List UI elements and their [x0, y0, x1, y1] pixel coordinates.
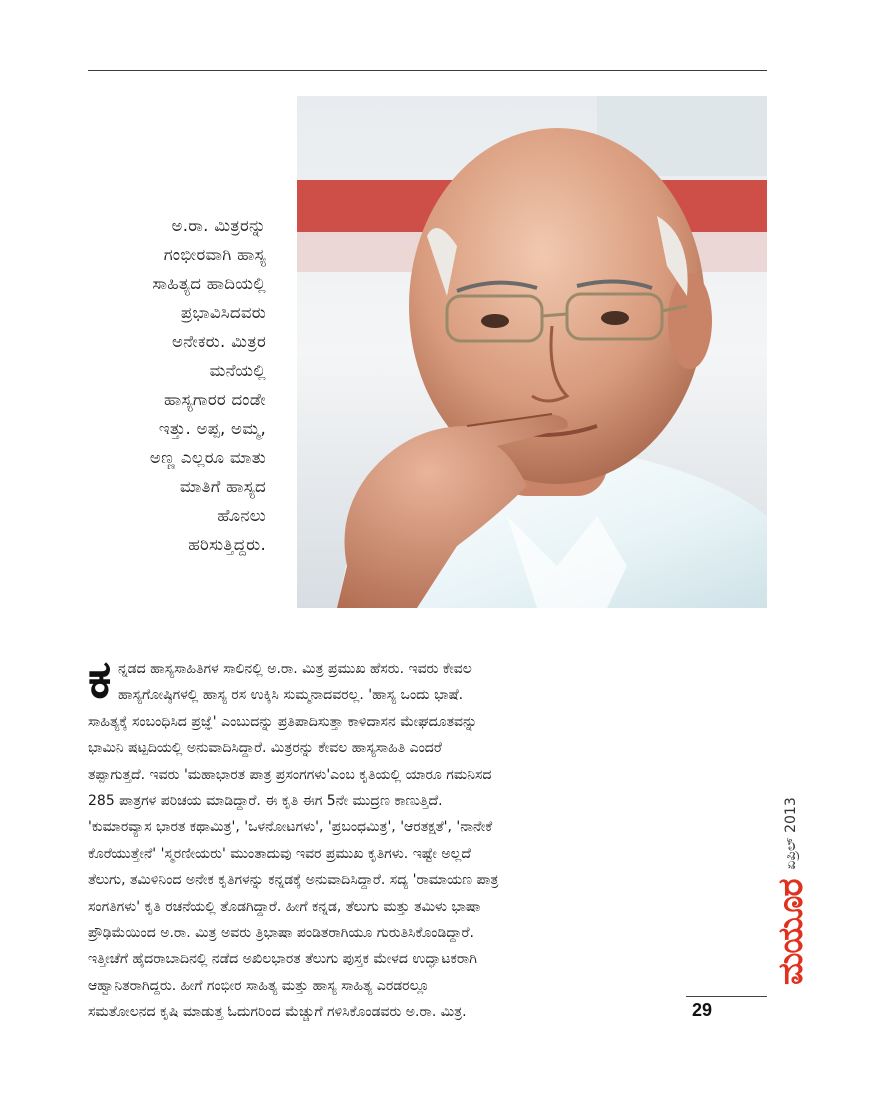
article-line: ತಪ್ಪಾಗುತ್ತದೆ. ಇವರು 'ಮಹಾಭಾರತ ಪಾತ್ರ ಪ್ರಸಂಗಗಳು'ಎಂಬ ಕೃತಿಯಲ್ಲಿ ಯಾರೂ ಗಮನಿಸದ — [88, 766, 492, 783]
article-line: ಆಹ್ವಾನಿತರಾಗಿದ್ದರು. ಹೀಗೆ ಗಂಭೀರ ಸಾಹಿತ್ಯ ಮತ್ತು ಹಾಸ್ಯ ಸಾಹಿತ್ಯ ಎರಡರಲ್ಲೂ — [88, 977, 430, 994]
article-line: ಸಂಗತಿಗಳು' ಕೃತಿ ರಚನೆಯಲ್ಲಿ ತೊಡಗಿದ್ದಾರೆ. ಹೀಗೆ ಕನ್ನಡ, ತೆಲುಗು ಮತ್ತು ತಮಿಳು ಭಾಷಾ — [88, 898, 481, 915]
pull-quote-line: ಸಾಹಿತ್ಯದ ಹಾದಿಯಲ್ಲಿ — [152, 274, 266, 293]
pull-quote-line: ಮಾತಿಗೆ ಹಾಸ್ಯದ — [179, 477, 266, 496]
pull-quote-line: ಅನೇಕರು. ಮಿತ್ರರ — [172, 332, 266, 351]
magazine-brand: ಮಯೂರ — [771, 879, 811, 985]
article-line: ಕೊರೆಯುತ್ತೇನೆ' 'ಸ್ಮರಣೀಯರು' ಮುಂತಾದುವು ಇವರ ಪ್ರಮುಖ ಕೃತಿಗಳು. ಇಷ್ಟೇ ಅಲ್ಲದೆ — [88, 845, 471, 862]
top-rule — [88, 70, 767, 71]
article-line: ತೆಲುಗು, ತಮಿಳಿನಿಂದ ಅನೇಕ ಕೃತಿಗಳನ್ನು ಕನ್ನಡಕ್ಕೆ ಅನುವಾದಿಸಿದ್ದಾರೆ. ಸದ್ಯ 'ರಾಮಾಯಣ ಪಾತ್ರ — [88, 872, 499, 889]
article-line: ಇತ್ತೀಚೆಗೆ ಹೈದರಾಬಾದಿನಲ್ಲಿ ನಡೆದ ಅಖಿಲಭಾರತ ತೆಲುಗು ಪುಸ್ತಕ ಮೇಳದ ಉದ್ಘಾಟಕರಾಗಿ — [88, 951, 477, 968]
article-line: ಸಾಹಿತ್ಯಕ್ಕೆ ಸಂಬಂಧಿಸಿದ ಪ್ರಜ್ಞೆ' ಎಂಬುದನ್ನು ಪ್ರತಿಪಾದಿಸುತ್ತಾ ಕಾಳಿದಾಸನ ಮೇಘದೂತವನ್ನು — [88, 713, 478, 730]
pull-quote-line: ಗಂಭೀರವಾಗಿ ಹಾಸ್ಯ — [163, 245, 266, 264]
portrait-photo — [297, 96, 767, 608]
pull-quote-line: ಮನೆಯಲ್ಲಿ — [209, 361, 266, 380]
issue-date: ಏಪ್ರಿಲ್ 2013 — [783, 797, 799, 870]
pull-quote — [96, 211, 266, 559]
article-body — [88, 650, 713, 1026]
article-line: ಸಮತೋಲನದ ಕೃಷಿ ಮಾಡುತ್ತ ಓದುಗರಿಂದ ಮೆಚ್ಚುಗೆ ಗಳಿಸಿಕೊಂಡವರು ಅ.ರಾ. ಮಿತ್ರ. — [88, 1004, 467, 1021]
pull-quote-line: ಪ್ರಭಾವಿಸಿದವರು — [180, 303, 266, 322]
article-line: ಪ್ರೌಢಿಮೆಯಿಂದ ಅ.ರಾ. ಮಿತ್ರ ಅವರು ತ್ರಿಭಾಷಾ ಪಂಡಿತರಾಗಿಯೂ ಗುರುತಿಸಿಕೊಂಡಿದ್ದಾರೆ. — [88, 925, 474, 942]
article-line: 'ಕುಮಾರವ್ಯಾಸ ಭಾರತ ಕಥಾಮಿತ್ರ', 'ಒಳನೋಟಗಳು', 'ಪ್ರಬಂಧಮಿತ್ರ', 'ಆರತಕ್ಷತೆ', 'ನಾನೇಕೆ — [88, 819, 493, 836]
pull-quote-line: ಅಣ್ಣ ಎಲ್ಲರೂ ಮಾತು — [149, 448, 266, 467]
article-line: ಭಾಮಿನಿ ಷಟ್ಪದಿಯಲ್ಲಿ ಅನುವಾದಿಸಿದ್ದಾರೆ. ಮಿತ್ರರನ್ನು ಕೇವಲ ಹಾಸ್ಯಸಾಹಿತಿ ಎಂದರೆ — [88, 740, 442, 757]
page-number: 29 — [692, 1000, 713, 1020]
pull-quote-line: ಹೊನಲು — [217, 506, 266, 525]
article-line: ಹಾಸ್ಯಗೋಷ್ಠಿಗಳಲ್ಲಿ ಹಾಸ್ಯ ರಸ ಉಕ್ಕಿಸಿ ಸುಮ್ಮನಾದವರಲ್ಲ. 'ಹಾಸ್ಯ ಒಂದು ಭಾಷೆ. — [118, 687, 464, 704]
pull-quote-line: ಹರಿಸುತ್ತಿದ್ದರು. — [188, 535, 266, 554]
drop-cap: ಕ — [88, 650, 112, 710]
article-line: ನ್ನಡದ ಹಾಸ್ಯಸಾಹಿತಿಗಳ ಸಾಲಿನಲ್ಲಿ ಅ.ರಾ. ಮಿತ್ರ ಪ್ರಮುಖ ಹೆಸರು. ಇವರು ಕೇವಲ — [118, 661, 472, 677]
footer-rule — [686, 996, 767, 997]
magazine-side-label — [686, 797, 896, 985]
article-line: 285 ಪಾತ್ರಗಳ ಪರಿಚಯ ಮಾಡಿದ್ದಾರೆ. ಈ ಕೃತಿ ಈಗ 5ನೇ ಮುದ್ರಣ ಕಾಣುತ್ತಿದೆ. — [88, 793, 443, 810]
pull-quote-line: ಹಾಸ್ಯಗಾರರ ದಂಡೇ — [163, 390, 266, 409]
pull-quote-line: ಇತ್ತು. ಅಪ್ಪ, ಅಮ್ಮ, — [158, 419, 266, 438]
pull-quote-line: ಅ.ರಾ. ಮಿತ್ರರನ್ನು — [171, 216, 266, 235]
